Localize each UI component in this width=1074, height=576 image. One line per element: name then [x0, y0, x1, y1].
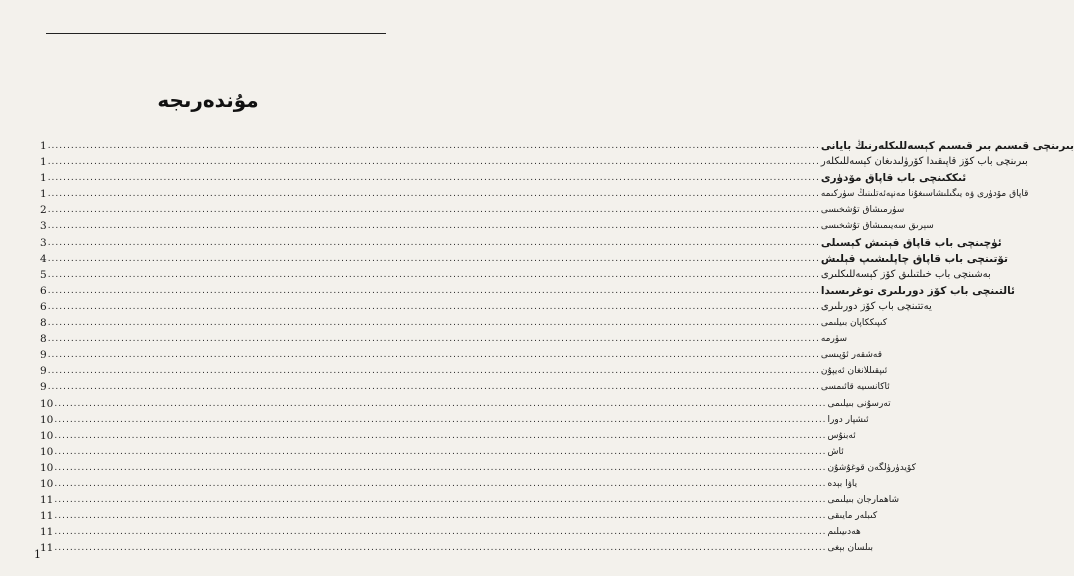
toc-leader-dots: ........................................................................................................................................................................................................ — [54, 446, 827, 457]
toc-page-number: 3 — [40, 220, 47, 233]
toc-leader-dots: ........................................................................................................................................................................................................ — [47, 350, 820, 361]
toc-leader-dots: ........................................................................................................................................................................................................ — [54, 430, 827, 441]
toc-page-number: 10 — [40, 477, 54, 490]
toc-page-number: 10 — [40, 397, 54, 410]
toc-page-number: 8 — [40, 333, 47, 346]
toc-entry-title: ئەبنۇس — [827, 430, 856, 441]
toc-page-number: 1 — [40, 156, 47, 169]
toc-entry-title: تەرسۇنى بىيلىمى — [827, 398, 891, 409]
toc-leader-dots: ........................................................................................................................................................................................................ — [47, 366, 820, 377]
toc-leader-dots: ........................................................................................................................................................................................................ — [47, 205, 820, 216]
toc-entry-title: سۈرمىشاق تۇشخىسى — [820, 205, 905, 216]
toc-entry-title: قاپاق مۆدۈرى ۋە يىگىلىشاسىغۇنا مەنپەئەتلىنىڭ سۈركىمە — [820, 189, 1029, 200]
toc-entry-title: ئىككىنچى باب قاپاق مۆدۈرى — [820, 172, 967, 185]
toc-page-number: 9 — [40, 381, 47, 394]
toc-leader-dots: ........................................................................................................................................................................................................ — [47, 189, 820, 200]
toc-leader-dots: ........................................................................................................................................................................................................ — [54, 414, 827, 425]
toc-entry — [40, 396, 891, 412]
toc-leader-dots: ........................................................................................................................................................................................................ — [54, 511, 827, 522]
toc-entry-title: كىبلەر مايىقى — [827, 511, 878, 522]
toc-leader-dots: ........................................................................................................................................................................................................ — [47, 285, 820, 296]
toc-entry-title: ئۈچىنچى باب قاپاق قېتىش كېسىلى — [820, 236, 1002, 249]
toc-page-number: 11 — [40, 542, 54, 555]
toc-leader-dots: ........................................................................................................................................................................................................ — [54, 495, 827, 506]
toc-leader-dots: ........................................................................................................................................................................................................ — [54, 543, 827, 554]
toc-entry — [40, 412, 869, 428]
toc-page-number: 2 — [40, 204, 47, 217]
toc-entry-title: ئاش — [827, 446, 844, 457]
toc-leader-dots: ........................................................................................................................................................................................................ — [47, 221, 820, 232]
toc-page-number: 10 — [40, 445, 54, 458]
toc-page-number: 11 — [40, 510, 54, 523]
toc-entry — [40, 138, 1074, 154]
toc-entry-title: بىرىنچى قىسىم بىر قىسىم كېسەللىكلەرنىڭ بايانى — [820, 140, 1074, 152]
toc-page-number: 1 — [40, 172, 47, 185]
toc-page-number: 10 — [40, 461, 54, 474]
toc-leader-dots: ........................................................................................................................................................................................................ — [47, 237, 820, 248]
toc-leader-dots: ........................................................................................................................................................................................................ — [47, 269, 820, 280]
toc-entry-title: ھەدىيىلىم — [827, 527, 861, 538]
toc-leader-dots: ........................................................................................................................................................................................................ — [54, 478, 827, 489]
toc-leader-dots: ........................................................................................................................................................................................................ — [47, 318, 820, 329]
toc-leader-dots: ........................................................................................................................................................................................................ — [47, 382, 820, 393]
toc-page-number: 6 — [40, 284, 47, 297]
toc-entry — [40, 267, 991, 283]
toc-entry — [40, 508, 878, 524]
toc-entry-title: ئىپقىللانغان ئەيپۇن — [820, 366, 888, 377]
toc-entry-title: بەشىنچى باب خىلتىلىق كۆز كېسەللىكلىرى — [820, 268, 991, 280]
toc-page-number: 11 — [40, 494, 54, 507]
toc-entry — [40, 235, 1002, 251]
toc-entry-title: يەتتىنچى باب كۆز دورىلىرى — [820, 300, 932, 312]
toc-entry — [40, 186, 1029, 202]
toc-entry — [40, 476, 858, 492]
toc-page-number: 8 — [40, 317, 47, 330]
toc-page-number: 1 — [40, 140, 47, 152]
toc-entry-title: كۆيدۈرۈلگەن قوغۇشۇن — [827, 462, 916, 473]
toc-entry-title: قەشقەر ئۆپىسى — [820, 350, 883, 361]
toc-entry — [40, 347, 883, 363]
toc-entry — [40, 540, 874, 556]
table-of-contents — [40, 138, 1074, 556]
toc-entry — [40, 299, 932, 315]
toc-leader-dots: ........................................................................................................................................................................................................ — [54, 462, 827, 473]
toc-leader-dots: ........................................................................................................................................................................................................ — [47, 173, 820, 184]
toc-page-number: 3 — [40, 236, 47, 249]
toc-page-number: 11 — [40, 526, 54, 539]
toc-entry — [40, 492, 899, 508]
page-number: 1 — [34, 548, 41, 561]
toc-leader-dots: ........................................................................................................................................................................................................ — [47, 141, 820, 151]
toc-entry — [40, 154, 1028, 170]
toc-leader-dots: ........................................................................................................................................................................................................ — [54, 527, 827, 538]
toc-entry — [40, 428, 856, 444]
toc-entry-title: ئاكانسىيە قائىمسى — [820, 382, 890, 393]
toc-entry — [40, 444, 844, 460]
toc-leader-dots: ........................................................................................................................................................................................................ — [47, 253, 820, 264]
header-rule — [46, 33, 386, 34]
toc-entry — [40, 524, 861, 540]
toc-entry — [40, 218, 934, 234]
toc-page-number: 1 — [40, 188, 47, 201]
toc-entry — [40, 363, 888, 379]
toc-entry — [40, 331, 848, 347]
toc-entry — [40, 379, 890, 395]
toc-page-number: 6 — [40, 300, 47, 313]
toc-entry-title: ياۋا بېدە — [827, 478, 858, 489]
toc-entry-title: ئىشپار دورا — [827, 414, 869, 425]
toc-page-number: 10 — [40, 413, 54, 426]
toc-entry-title: بىلسان بېغى — [827, 543, 874, 554]
toc-leader-dots: ........................................................................................................................................................................................................ — [47, 334, 820, 345]
toc-entry — [40, 202, 905, 218]
toc-entry-title: شاھمارجان بىيلىمى — [827, 495, 899, 506]
toc-page-number: 10 — [40, 429, 54, 442]
toc-leader-dots: ........................................................................................................................................................................................................ — [47, 301, 820, 312]
toc-entry — [40, 460, 916, 476]
toc-page-number: 5 — [40, 268, 47, 281]
toc-page-number: 9 — [40, 349, 47, 362]
toc-leader-dots: ........................................................................................................................................................................................................ — [54, 398, 827, 409]
toc-page-number: 9 — [40, 365, 47, 378]
toc-entry — [40, 170, 967, 186]
toc-entry-title: ئالتىنچى باب كۆز دورىلىرى توغرىسىدا — [820, 284, 1015, 297]
toc-entry — [40, 315, 888, 331]
toc-entry-title: سېرىق سەيىمىشاق تۇشخىسى — [820, 221, 934, 232]
page-title: مۇندەرىجە — [157, 88, 259, 112]
toc-page-number: 4 — [40, 252, 47, 265]
toc-entry-title: سۈرمە — [820, 334, 848, 345]
toc-entry-title: تۆتىنچى باب قاپاق چاپلىشىپ قېلىش — [820, 252, 1008, 265]
toc-entry — [40, 251, 1008, 267]
toc-entry — [40, 283, 1015, 299]
toc-leader-dots: ........................................................................................................................................................................................................ — [47, 157, 820, 168]
toc-entry-title: بىرىنچى باب كۆز قاپىقىدا كۆرۈلىدىغان كېسەللىكلەر — [820, 156, 1028, 168]
toc-entry-title: كىپىككاپان بىيلىمى — [820, 318, 888, 329]
